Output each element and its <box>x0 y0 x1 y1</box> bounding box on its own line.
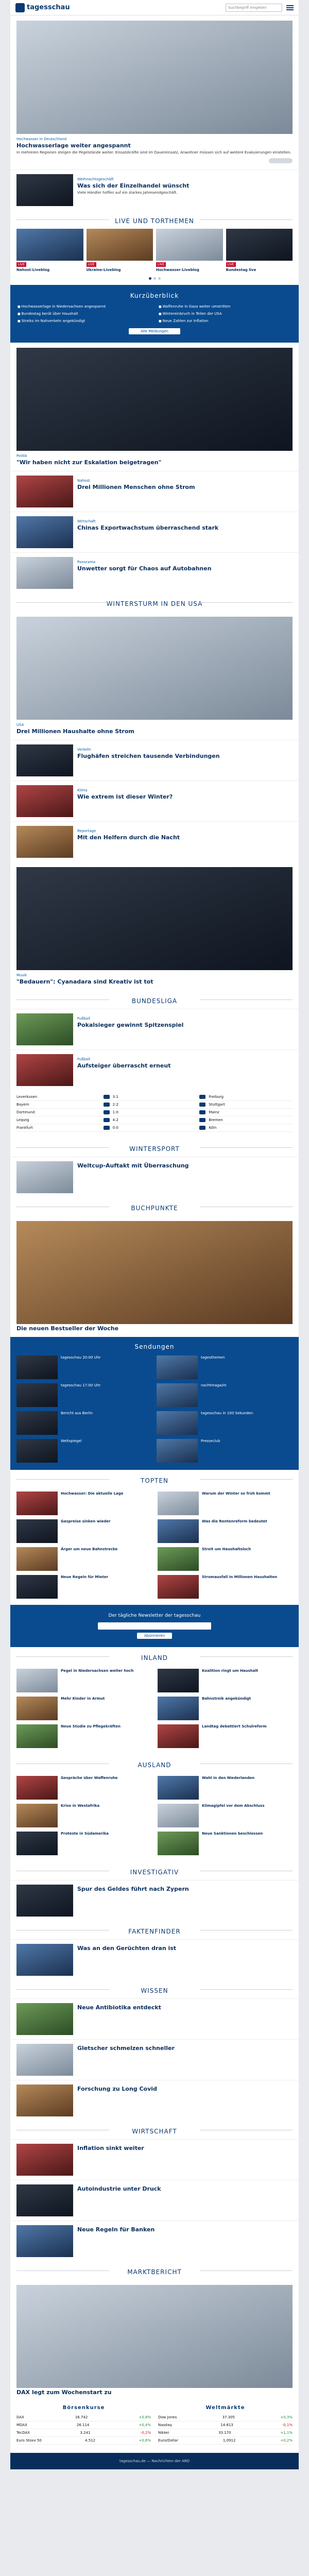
markt-image <box>16 2285 293 2388</box>
hero-headline[interactable]: Hochwasserlage weiter angespannt <box>16 142 131 149</box>
teaser-headline[interactable]: Spur des Geldes führt nach Zypern <box>77 1886 189 1893</box>
logo-mark-icon <box>15 3 25 12</box>
buch-story[interactable] <box>10 1216 299 1337</box>
team-away: Stuttgart <box>209 1103 225 1107</box>
list-item[interactable] <box>16 1697 151 1720</box>
list-item[interactable] <box>10 1009 299 1049</box>
boerse-box <box>10 2401 299 2453</box>
item-title: Wahl in den Niederlanden <box>202 1776 255 1781</box>
boerse-right <box>158 2405 293 2445</box>
live-card[interactable] <box>156 229 223 272</box>
live-badge: LIVE <box>156 262 166 267</box>
content-column <box>10 0 299 2469</box>
ticker-name: Nikkei <box>158 2431 169 2435</box>
teaser-headline[interactable]: Aufsteiger überrascht erneut <box>77 1062 171 1070</box>
sendung-title: tagesschau 17:00 Uhr <box>61 1383 101 1388</box>
ticker-row[interactable] <box>16 2437 151 2445</box>
ticker-row[interactable] <box>158 2429 293 2437</box>
item-title: Neue Sanktionen beschlossen <box>202 1832 263 1836</box>
item-title: Stromausfall in Millionen Haushalten <box>202 1575 278 1580</box>
list-item[interactable] <box>16 1492 151 1515</box>
list-item[interactable] <box>158 1547 293 1571</box>
live-grid <box>10 229 299 277</box>
score: 4:2 <box>112 1118 118 1123</box>
table-row[interactable] <box>16 1093 293 1101</box>
live-card[interactable] <box>16 229 83 272</box>
ticker-value: 26.114 <box>76 2423 90 2428</box>
results-table <box>16 1093 293 1132</box>
ticker-name: Euro Stoxx 50 <box>16 2438 42 2443</box>
newsletter-box <box>10 1605 299 1647</box>
item-title: Landtag debattiert Schulreform <box>202 1724 267 1729</box>
team-home: Bayern <box>16 1103 29 1107</box>
newsletter-subscribe-button[interactable]: Abonnieren <box>137 1633 172 1639</box>
teaser-image <box>16 826 73 858</box>
team-away: Freiburg <box>209 1095 224 1099</box>
section-title-live: LIVE UND TORTHEMEN <box>10 210 299 229</box>
item-title: Mehr Kinder in Armut <box>61 1697 105 1701</box>
ticker-change: -0,2% <box>140 2431 151 2435</box>
kurz-item[interactable]: ■ Hochwasserlage in Niedersachsen angespannt <box>18 304 150 309</box>
sendung-item[interactable] <box>157 1355 293 1379</box>
live-card-title[interactable]: Nahost-Liveblog <box>16 268 50 273</box>
list-item[interactable] <box>158 1724 293 1748</box>
kurz-list <box>18 304 291 323</box>
site-header <box>10 0 299 15</box>
teaser-headline[interactable]: Pokalsieger gewinnt Spitzenspiel <box>77 1022 184 1029</box>
sendung-item[interactable] <box>16 1439 152 1463</box>
ticker-value: 37.305 <box>222 2415 235 2420</box>
item-title: Gespräche über Waffenruhe <box>61 1776 118 1781</box>
teaser-headline[interactable]: Flughäfen streichen tausende Verbindungen <box>77 753 220 760</box>
footer-text: tagesschau.de — Nachrichten der ARD <box>119 2459 190 2464</box>
list-item[interactable] <box>16 1724 151 1748</box>
list-item[interactable] <box>16 1575 151 1599</box>
teaser-headline[interactable]: Neue Regeln für Banken <box>77 2226 155 2233</box>
list-item[interactable] <box>10 1049 299 1090</box>
winter-headline[interactable]: Drei Millionen Haushalte ohne Strom <box>16 728 134 735</box>
teaser-image <box>16 557 73 589</box>
item-title: Was die Rentenreform bedeutet <box>202 1519 267 1524</box>
kurz-item[interactable]: ■ Streiks im Nahverkehr angekündigt <box>18 319 150 323</box>
winter-lead[interactable] <box>10 612 299 740</box>
team-away: Mainz <box>209 1110 219 1115</box>
teaser-image <box>16 1054 73 1086</box>
live-badge: LIVE <box>16 262 26 267</box>
search-placeholder: Suchbegriff eingeben <box>228 5 267 10</box>
hero-meta <box>16 158 293 163</box>
site-footer <box>10 2453 299 2469</box>
list-item[interactable] <box>10 2039 299 2080</box>
markt-story[interactable] <box>10 2280 299 2401</box>
item-title: Proteste in Südamerika <box>61 1832 109 1836</box>
feature-headline[interactable]: "Wir haben nicht zur Eskalation beigetragen" <box>16 459 162 466</box>
list-item[interactable] <box>10 2180 299 2221</box>
teaser-image <box>16 1013 73 1045</box>
ticker-name: TecDAX <box>16 2431 30 2435</box>
teaser-headline[interactable]: Unwetter sorgt für Chaos auf Autobahnen <box>77 565 212 572</box>
feature-topline: Politik <box>16 454 27 459</box>
search-input[interactable] <box>226 4 282 12</box>
ticker-name: DAX <box>16 2415 24 2420</box>
sendungen-list <box>16 1355 293 1463</box>
teaser-image <box>16 516 73 548</box>
ticker-row[interactable] <box>16 2414 151 2421</box>
section-title-inland: INLAND <box>10 1647 299 1666</box>
all-news-button[interactable]: Alle Meldungen <box>129 328 180 334</box>
item-title: Pegel in Niedersachsen weiter hoch <box>61 1669 134 1673</box>
newsletter-text: Der tägliche Newsletter der tagesschau <box>108 1613 201 1619</box>
item-title: Bahnstreik angekündigt <box>202 1697 251 1701</box>
portrait-topline: Musik <box>16 973 27 978</box>
ticker-change: +0,2% <box>280 2438 293 2443</box>
live-image <box>16 229 83 261</box>
ticker-name: Nasdaq <box>158 2423 172 2428</box>
sendung-title: Bericht aus Berlin <box>61 1411 93 1416</box>
ticker-change: +1,1% <box>280 2431 293 2435</box>
live-card-title[interactable]: Bundestag live <box>226 268 256 273</box>
table-row[interactable] <box>16 1101 293 1109</box>
winter-image <box>16 617 293 720</box>
item-title: Neue Studie zu Pflegekräften <box>61 1724 121 1729</box>
logo[interactable] <box>15 3 70 12</box>
section-title-sendungen: Sendungen <box>134 1343 175 1351</box>
sendung-item[interactable] <box>16 1411 152 1435</box>
teaser-image <box>16 174 73 206</box>
sendung-item[interactable] <box>157 1439 293 1463</box>
list-item[interactable] <box>158 1519 293 1543</box>
teaser-headline[interactable]: Forschung zu Long Covid <box>77 2086 157 2093</box>
table-row[interactable] <box>16 1109 293 1116</box>
item-title: Gaspreise sinken wieder <box>61 1519 111 1524</box>
table-row[interactable] <box>16 1116 293 1124</box>
teaser-image <box>16 1161 73 1193</box>
list-item[interactable] <box>158 1492 293 1515</box>
teaser-image <box>16 744 73 776</box>
list-item[interactable] <box>16 1776 151 1800</box>
list-item[interactable] <box>158 1575 293 1599</box>
hero-topline: Hochwasser in Deutschland <box>16 137 67 141</box>
sendung-title: tagesschau in 100 Sekunden <box>201 1411 253 1416</box>
list-item[interactable] <box>16 1547 151 1571</box>
list-item[interactable] <box>10 821 299 862</box>
live-card-title[interactable]: Hochwasser-Liveblog <box>156 268 199 273</box>
teaser-topline: Nahost <box>77 479 90 483</box>
section-title-kurz: Kurzüberblick <box>130 292 179 300</box>
teaser-headline[interactable]: Weltcup-Auftakt mit Überraschung <box>77 1162 189 1170</box>
ausland-list <box>10 1773 299 1861</box>
list-item[interactable] <box>10 781 299 821</box>
list-item[interactable] <box>10 1157 299 1197</box>
buch-headline[interactable]: Die neuen Bestseller der Woche <box>16 1325 119 1332</box>
item-title: Krise in Westafrika <box>61 1804 100 1808</box>
live-card[interactable] <box>226 229 293 272</box>
logo-text: tagesschau <box>27 4 70 11</box>
teaser-headline[interactable]: Chinas Exportwachstum überraschend stark <box>77 524 219 532</box>
ticker-row[interactable] <box>158 2414 293 2421</box>
sendungen-box <box>10 1337 299 1470</box>
kurz-item[interactable]: ■ Neue Zahlen zur Inflation <box>159 319 291 323</box>
teaser-headline[interactable]: Neue Antibiotika entdeckt <box>77 2004 161 2011</box>
list-item[interactable] <box>16 1669 151 1692</box>
section-title-buch: BUCHPUNKTE <box>10 1197 299 1216</box>
list-item[interactable] <box>158 1832 293 1855</box>
sendung-item[interactable] <box>157 1411 293 1435</box>
kurz-item[interactable]: ■ Waffenruhe in Gaza weiter umstritten <box>159 304 291 309</box>
hero-image <box>16 21 293 134</box>
list-item[interactable] <box>158 1697 293 1720</box>
section-title-bundesliga: BUNDESLIGA <box>10 990 299 1009</box>
boerse-right-title: Weltmärkte <box>205 2405 245 2411</box>
kurzueberblick-box <box>10 285 299 343</box>
section-title-markt: MARKTBERICHT <box>10 2261 299 2280</box>
ticker-row[interactable] <box>16 2421 151 2429</box>
list-item[interactable] <box>10 1880 299 1921</box>
teaser-topline: Klima <box>77 788 88 793</box>
list-item[interactable] <box>158 1804 293 1827</box>
ticker-value: 33.170 <box>218 2431 231 2435</box>
sendung-item[interactable] <box>16 1383 152 1407</box>
portrait-story[interactable] <box>10 862 299 990</box>
teaser-image <box>16 476 73 507</box>
list-item[interactable] <box>10 1939 299 1980</box>
team-home: Dortmund <box>16 1110 35 1115</box>
list-item[interactable] <box>158 1776 293 1800</box>
list-item[interactable] <box>10 2221 299 2261</box>
hero-teaser: In mehreren Regionen steigen die Pegelstände weiter. Einsatzkräfte sind im Dauereinsatz, Anwohner müssen sich auf weitere Evakuierungen einstellen. <box>16 150 291 155</box>
list-item[interactable] <box>10 552 299 593</box>
teaser-headline[interactable]: Gletscher schmelzen schneller <box>77 2045 175 2052</box>
ticker-row[interactable] <box>158 2437 293 2445</box>
ticker-change: -0,1% <box>282 2423 293 2428</box>
list-item[interactable] <box>10 2080 299 2121</box>
live-card[interactable] <box>87 229 153 272</box>
score: 1:0 <box>112 1110 118 1115</box>
list-item[interactable] <box>10 1998 299 2039</box>
ticker-value: 1,0912 <box>222 2438 236 2443</box>
live-image <box>156 229 223 261</box>
ticker-value: 4.512 <box>85 2438 96 2443</box>
inland-list <box>10 1666 299 1754</box>
ticker-name: Euro/Dollar <box>158 2438 178 2443</box>
kurz-item[interactable]: ■ Bundestag berät über Haushalt <box>18 312 150 316</box>
section-title-ausland: AUSLAND <box>10 1754 299 1773</box>
ticker-name: Dow Jones <box>158 2415 177 2420</box>
teaser-headline[interactable]: Inflation sinkt weiter <box>77 2145 144 2152</box>
feature-image <box>16 348 293 451</box>
live-card-title[interactable]: Ukraine-Liveblog <box>86 268 121 273</box>
list-item[interactable] <box>16 1519 151 1543</box>
team-home: Leipzig <box>16 1118 29 1123</box>
item-title: Koalition ringt um Haushalt <box>202 1669 259 1673</box>
teaser-headline[interactable]: Wie extrem ist dieser Winter? <box>77 793 173 801</box>
score: 2:2 <box>112 1103 118 1107</box>
feature-story[interactable] <box>10 343 299 471</box>
ticker-change: +0,6% <box>139 2438 151 2443</box>
ticker-value: 16.742 <box>75 2415 88 2420</box>
carousel-dots[interactable] <box>10 277 299 285</box>
winter-topline: USA <box>16 723 24 727</box>
score: 0:0 <box>112 1126 118 1130</box>
section-title-topten: TOPTEN <box>10 1470 299 1488</box>
list-item[interactable] <box>10 471 299 512</box>
sendung-title: Weltspiegel <box>61 1439 82 1444</box>
team-away: Köln <box>209 1126 217 1130</box>
ticker-value: 3.241 <box>80 2431 91 2435</box>
list-item[interactable] <box>16 1804 151 1827</box>
portrait-image <box>16 867 293 970</box>
teaser-text: Viele Händler hoffen auf ein starkes Jahresendgeschäft. <box>77 191 178 195</box>
hero-story[interactable] <box>10 15 299 170</box>
sendung-item[interactable] <box>16 1355 152 1379</box>
list-item[interactable] <box>10 740 299 781</box>
item-title: Hochwasser: Die aktuelle Lage <box>61 1492 124 1496</box>
ticker-change: +0,8% <box>139 2415 151 2420</box>
live-badge: LIVE <box>87 262 96 267</box>
teaser-topline: Fußball <box>77 1057 91 1062</box>
buch-image <box>16 1221 293 1324</box>
kurz-item[interactable]: ■ Wintereinbruch in Teilen der USA <box>159 312 291 316</box>
live-image <box>87 229 153 261</box>
markt-headline[interactable]: DAX legt zum Wochenstart zu <box>16 2389 112 2396</box>
list-item[interactable] <box>16 1832 151 1855</box>
list-item[interactable] <box>10 2139 299 2180</box>
teaser-headline[interactable]: Drei Millionen Menschen ohne Strom <box>77 484 195 491</box>
boerse-left-title: Börsenkurse <box>62 2405 105 2411</box>
teaser-topline: Reportage <box>77 829 96 834</box>
list-item[interactable] <box>158 1669 293 1692</box>
boerse-left <box>16 2405 151 2445</box>
item-title: Streit um Haushaltsloch <box>202 1547 251 1552</box>
section-title-wintersport: WINTERSPORT <box>10 1138 299 1157</box>
sendung-item[interactable] <box>157 1383 293 1407</box>
section-title-investigativ: INVESTIGATIV <box>10 1861 299 1880</box>
table-row[interactable] <box>16 1124 293 1132</box>
live-image <box>226 229 293 261</box>
team-away: Bremen <box>209 1118 223 1123</box>
ticker-change: +0,3% <box>280 2415 293 2420</box>
teaser-topline: Fußball <box>77 1016 91 1021</box>
sendung-title: tagesthemen <box>201 1355 225 1360</box>
section-title-wissen: WISSEN <box>10 1980 299 1998</box>
sendung-title: tagesschau 20:00 Uhr <box>61 1355 101 1360</box>
teaser-topline: Weihnachtsgeschäft <box>77 177 114 182</box>
newsletter-email-field[interactable] <box>98 1622 211 1630</box>
section-title-wirtschaft: WIRTSCHAFT <box>10 2121 299 2139</box>
teaser-image <box>16 785 73 817</box>
item-title: Neue Regeln für Mieter <box>61 1575 109 1580</box>
list-item[interactable] <box>10 512 299 552</box>
teaser-topline: Panorama <box>77 560 96 565</box>
item-title: Ärger um neue Bahnstrecke <box>61 1547 118 1552</box>
ticker-value: 14.813 <box>220 2423 233 2428</box>
teaser-headline[interactable]: Was sich der Einzelhandel wünscht <box>77 182 190 190</box>
live-badge: LIVE <box>226 262 236 267</box>
team-home: Frankfurt <box>16 1126 33 1130</box>
teaser-headline[interactable]: Autoindustrie unter Druck <box>77 2185 161 2193</box>
ticker-name: MDAX <box>16 2423 27 2428</box>
ticker-change: +0,4% <box>139 2423 151 2428</box>
teaser-headline[interactable]: Was an den Gerüchten dran ist <box>77 1945 177 1952</box>
list-item[interactable] <box>10 170 299 210</box>
ticker-row[interactable] <box>158 2421 293 2429</box>
share-button[interactable] <box>269 158 293 163</box>
item-title: Warum der Winter so früh kommt <box>202 1492 270 1496</box>
menu-icon[interactable] <box>286 4 294 11</box>
section-title-winter: WINTERSTURM IN DEN USA <box>10 593 299 612</box>
score: 3:1 <box>112 1095 118 1099</box>
teaser-topline: Verkehr <box>77 748 91 752</box>
sendung-title: nachtmagazin <box>201 1383 227 1388</box>
team-home: Leverkusen <box>16 1095 38 1099</box>
section-title-faktenfinder: FAKTENFINDER <box>10 1921 299 1939</box>
portrait-headline[interactable]: "Bedauern": Cyanadara sind Kreativ ist tot <box>16 978 153 986</box>
topten-list <box>10 1488 299 1605</box>
teaser-headline[interactable]: Mit den Helfern durch die Nacht <box>77 834 180 841</box>
teaser-topline: Wirtschaft <box>77 519 96 524</box>
item-title: Klimagipfel vor dem Abschluss <box>202 1804 265 1808</box>
sendung-title: Presseclub <box>201 1439 220 1444</box>
ticker-row[interactable] <box>16 2429 151 2437</box>
